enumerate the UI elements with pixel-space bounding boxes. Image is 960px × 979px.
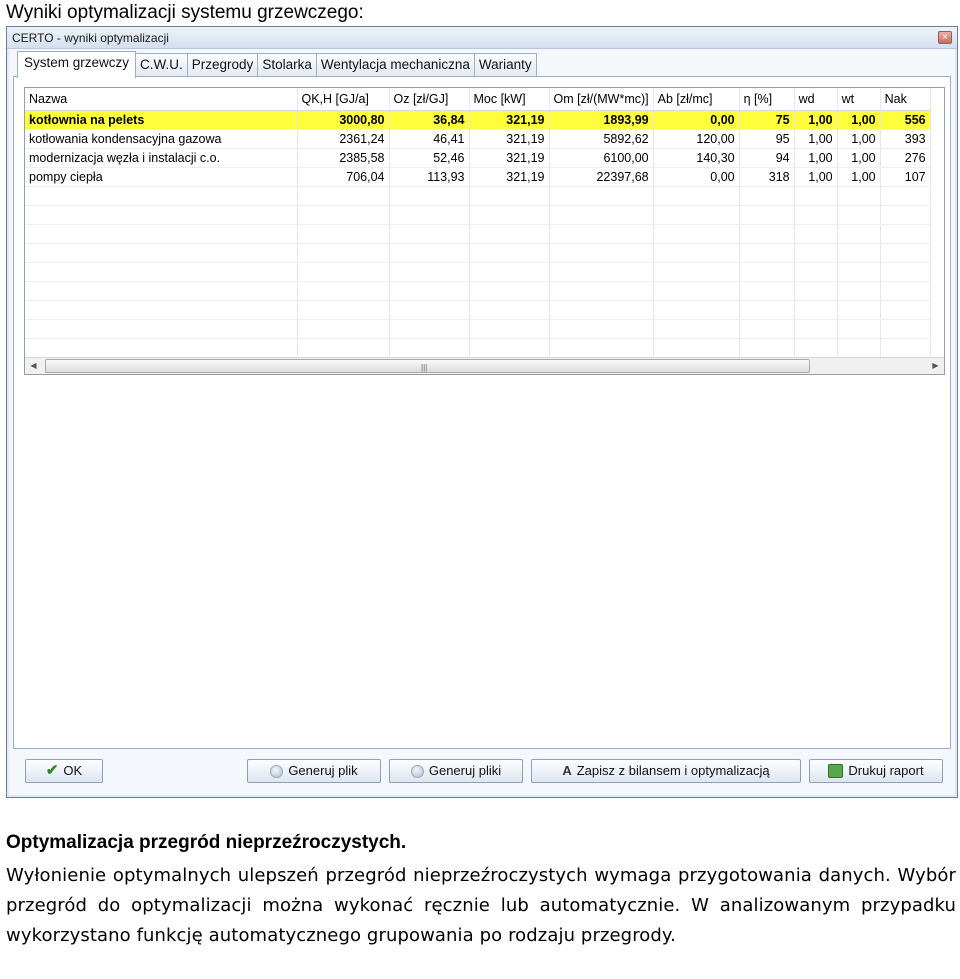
table-cell: 6100,00 [549, 148, 653, 167]
empty-row [25, 300, 930, 319]
tab-przegrody[interactable]: Przegrody [187, 53, 259, 77]
window-titlebar [7, 27, 957, 49]
column-header[interactable]: Om [zł/(MW*mc)] [549, 88, 653, 110]
table-cell: 276 [880, 148, 930, 167]
empty-row [25, 319, 930, 338]
table-header-row [25, 88, 930, 110]
table-cell: 1,00 [794, 148, 837, 167]
table-cell: 318 [739, 167, 794, 186]
printer-icon [828, 764, 843, 778]
table-cell: 1,00 [837, 129, 880, 148]
table-cell: 1,00 [794, 110, 837, 129]
scroll-thumb[interactable] [45, 359, 810, 373]
tab-wentylacja-mechaniczna[interactable]: Wentylacja mechaniczna [316, 53, 475, 77]
empty-row [25, 281, 930, 300]
column-header[interactable]: Moc [kW] [469, 88, 549, 110]
horizontal-scrollbar[interactable] [25, 357, 944, 374]
table-cell: 1,00 [837, 148, 880, 167]
generate-file-button[interactable] [247, 759, 381, 783]
scroll-grip-icon: ||| [421, 363, 428, 372]
table-cell: 5892,62 [549, 129, 653, 148]
window-title: CERTO - wyniki optymalizacji [12, 31, 169, 45]
empty-row [25, 224, 930, 243]
empty-row [25, 262, 930, 281]
save-with-balance-label: Zapisz z bilansem i optymalizacją [576, 763, 770, 778]
tab-system-grzewczy[interactable]: System grzewczy [17, 51, 136, 78]
table-cell: 75 [739, 110, 794, 129]
table-cell: 1,00 [794, 167, 837, 186]
table-cell: 2385,58 [297, 148, 389, 167]
letter-a-icon: A [562, 763, 572, 778]
empty-row [25, 205, 930, 224]
column-header[interactable]: wd [794, 88, 837, 110]
table-cell: 706,04 [297, 167, 389, 186]
table-cell: 2361,24 [297, 129, 389, 148]
table-cell: 52,46 [389, 148, 469, 167]
table-cell: 46,41 [389, 129, 469, 148]
column-header[interactable]: η [%] [739, 88, 794, 110]
table-cell: 1893,99 [549, 110, 653, 129]
window-body [9, 49, 955, 795]
column-header[interactable]: Nak [880, 88, 930, 110]
section-title: Optymalizacja przegród nieprzeźroczystych. [6, 832, 407, 853]
tab-panel [13, 76, 951, 749]
disk-icon [411, 765, 424, 778]
table-cell: 556 [880, 110, 930, 129]
print-report-button[interactable] [809, 759, 943, 783]
table-cell: 95 [739, 129, 794, 148]
table-cell: 94 [739, 148, 794, 167]
table-cell: 120,00 [653, 129, 739, 148]
check-icon: ✔ [45, 762, 59, 779]
tab-strip [17, 51, 536, 76]
table-cell: 107 [880, 167, 930, 186]
column-header[interactable]: Ab [zł/mc] [653, 88, 739, 110]
table-cell: 321,19 [469, 129, 549, 148]
ok-button[interactable] [25, 759, 103, 783]
results-window [6, 26, 958, 798]
scroll-left-icon[interactable]: ◀ [30, 361, 37, 370]
tab-warianty[interactable]: Warianty [474, 53, 537, 77]
table-cell: 321,19 [469, 110, 549, 129]
table-cell: 321,19 [469, 167, 549, 186]
table-cell: 113,93 [389, 167, 469, 186]
table-cell: 0,00 [653, 167, 739, 186]
ok-button-label: OK [63, 763, 83, 778]
table-cell: 140,30 [653, 148, 739, 167]
disk-icon [270, 765, 283, 778]
empty-row [25, 243, 930, 262]
table-cell: 36,84 [389, 110, 469, 129]
table-row[interactable] [25, 148, 930, 167]
table-cell: pompy ciepła [25, 167, 297, 186]
table-row[interactable] [25, 110, 930, 129]
table-cell: 1,00 [794, 129, 837, 148]
table-cell: 22397,68 [549, 167, 653, 186]
tab-cwu[interactable]: C.W.U. [135, 53, 188, 77]
button-bar [9, 749, 955, 795]
results-table [25, 88, 931, 358]
table-cell: 1,00 [837, 110, 880, 129]
table-cell: 1,00 [837, 167, 880, 186]
column-header[interactable]: Nazwa [25, 88, 297, 110]
column-header[interactable]: Oz [zł/GJ] [389, 88, 469, 110]
body-paragraph: Wyłonienie optymalnych ulepszeń przegród nieprzeźroczystych wymaga przygotowania danych. Wybór przegród do optymalizacji można wykonać ręcznie lub automatycznie. W analizowanym przypadku wykorzystano funkcję automatycznego grupowania po rodzaju przegrody. [6, 865, 956, 946]
table-cell: 0,00 [653, 110, 739, 129]
table-row[interactable] [25, 167, 930, 186]
column-header[interactable]: wt [837, 88, 880, 110]
close-icon[interactable]: × [938, 31, 952, 44]
empty-row [25, 338, 930, 357]
table-cell: kotłowania kondensacyjna gazowa [25, 129, 297, 148]
save-with-balance-button[interactable] [531, 759, 801, 783]
results-grid [24, 87, 945, 375]
tab-stolarka[interactable]: Stolarka [257, 53, 317, 77]
table-row[interactable] [25, 129, 930, 148]
generate-file-label: Generuj plik [288, 763, 358, 778]
print-report-label: Drukuj raport [848, 763, 924, 778]
table-cell: 3000,80 [297, 110, 389, 129]
column-header[interactable]: QK,H [GJ/a] [297, 88, 389, 110]
table-cell: modernizacja węzła i instalacji c.o. [25, 148, 297, 167]
table-cell: 321,19 [469, 148, 549, 167]
scroll-right-icon[interactable]: ▶ [932, 361, 939, 370]
generate-files-label: Generuj pliki [428, 763, 502, 778]
table-cell: 393 [880, 129, 930, 148]
empty-row [25, 186, 930, 205]
table-cell: kotłownia na pelets [25, 110, 297, 129]
generate-files-button[interactable] [389, 759, 523, 783]
document-heading: Wyniki optymalizacji systemu grzewczego: [6, 2, 364, 23]
